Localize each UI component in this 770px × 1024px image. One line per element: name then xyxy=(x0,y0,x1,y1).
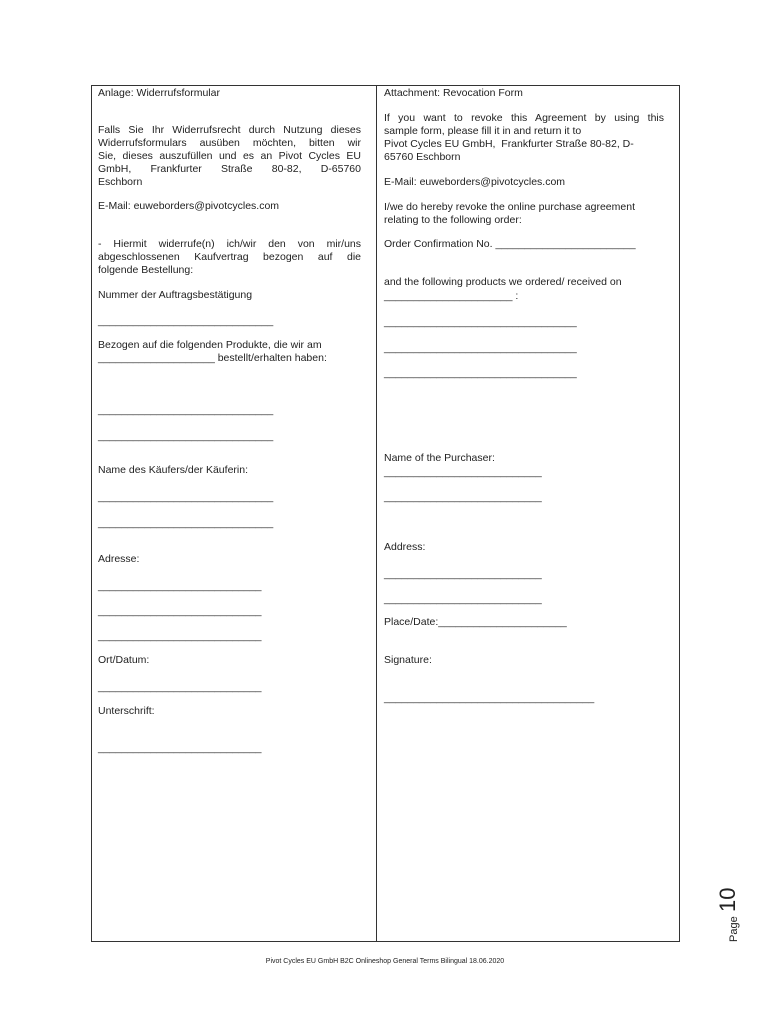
left-product-blank: ______________________________ xyxy=(98,430,274,442)
left-intro-line: Sie, dieses auszufüllen und es an Pivot Cycles EU xyxy=(98,150,361,162)
left-signature-blank: ____________________________ xyxy=(98,742,262,754)
left-purchaser-blank: ______________________________ xyxy=(98,491,274,503)
left-address-label: Adresse: xyxy=(98,553,140,565)
left-place-date-label: Ort/Datum: xyxy=(98,654,150,666)
right-product-blank: _________________________________ xyxy=(384,342,577,354)
right-intro-line: Pivot Cycles EU GmbH, Frankfurter Straße 80-82, D- xyxy=(384,138,634,150)
right-address-label: Address: xyxy=(384,541,426,553)
right-products-line: ______________________ : xyxy=(384,290,519,302)
left-place-date-blank: ____________________________ xyxy=(98,681,262,693)
left-intro-line: Eschborn xyxy=(98,176,143,188)
left-intro-line: GmbH, Frankfurter Straße 80-82, D-65760 xyxy=(98,163,361,175)
page-number: 10 xyxy=(715,887,740,912)
page-indicator xyxy=(698,887,758,950)
left-product-blank: ______________________________ xyxy=(98,404,274,416)
right-revoke-line: I/we do hereby revoke the online purchase agreement xyxy=(384,201,635,213)
left-intro-line: Widerrufsformulars ausüben möchten, bitten wir xyxy=(98,137,361,149)
right-product-blank: _________________________________ xyxy=(384,367,577,379)
right-address-blank: ___________________________ xyxy=(384,593,542,605)
left-address-blank: ____________________________ xyxy=(98,630,262,642)
left-signature-label: Unterschrift: xyxy=(98,705,155,717)
right-place-date: Place/Date:______________________ xyxy=(384,616,567,628)
right-heading: Attachment: Revocation Form xyxy=(384,87,523,99)
right-intro-line: If you want to revoke this Agreement by using this xyxy=(384,112,664,124)
right-signature-blank: ____________________________________ xyxy=(384,692,595,704)
left-products-line: Bezogen auf die folgenden Produkte, die wir am xyxy=(98,339,322,351)
left-purchaser-label: Name des Käufers/der Käuferin: xyxy=(98,464,248,476)
left-products-line: ____________________ bestellt/erhalten haben: xyxy=(98,352,327,364)
right-intro-line: 65760 Eschborn xyxy=(384,151,461,163)
page-word: Page xyxy=(728,916,740,942)
right-purchaser-blank: ___________________________ xyxy=(384,466,542,478)
right-signature-label: Signature: xyxy=(384,654,432,666)
column-divider xyxy=(376,85,377,942)
left-email: E-Mail: euweborders@pivotcycles.com xyxy=(98,200,280,212)
left-revoke-line: folgende Bestellung: xyxy=(98,264,194,276)
left-heading: Anlage: Widerrufsformular xyxy=(98,87,220,99)
left-revoke-line: - Hiermit widerrufe(n) ich/wir den von mir/uns xyxy=(98,238,361,250)
right-purchaser-label: Name of the Purchaser: xyxy=(384,452,495,464)
right-revoke-line: relating to the following order: xyxy=(384,214,522,226)
left-purchaser-blank: ______________________________ xyxy=(98,517,274,529)
right-intro-line: sample form, please fill it in and return it to xyxy=(384,125,582,137)
right-purchaser-blank: ___________________________ xyxy=(384,491,542,503)
left-order-blank: ______________________________ xyxy=(98,315,274,327)
right-address-blank: ___________________________ xyxy=(384,568,542,580)
left-address-blank: ____________________________ xyxy=(98,580,262,592)
right-product-blank: _________________________________ xyxy=(384,316,577,328)
footer-text: Pivot Cycles EU GmbH B2C Onlineshop General Terms Bilingual 18.06.2020 xyxy=(265,958,505,965)
right-email: E-Mail: euweborders@pivotcycles.com xyxy=(384,176,566,188)
right-products-line: and the following products we ordered/ received on xyxy=(384,276,622,288)
left-revoke-line: abgeschlossenen Kaufvertrag bezogen auf die xyxy=(98,251,361,263)
right-order-confirmation: Order Confirmation No. ________________________ xyxy=(384,238,636,250)
left-intro-line: Falls Sie Ihr Widerrufsrecht durch Nutzung dieses xyxy=(98,124,361,136)
left-address-blank: ____________________________ xyxy=(98,605,262,617)
left-order-label: Nummer der Auftragsbestätigung xyxy=(98,289,253,301)
